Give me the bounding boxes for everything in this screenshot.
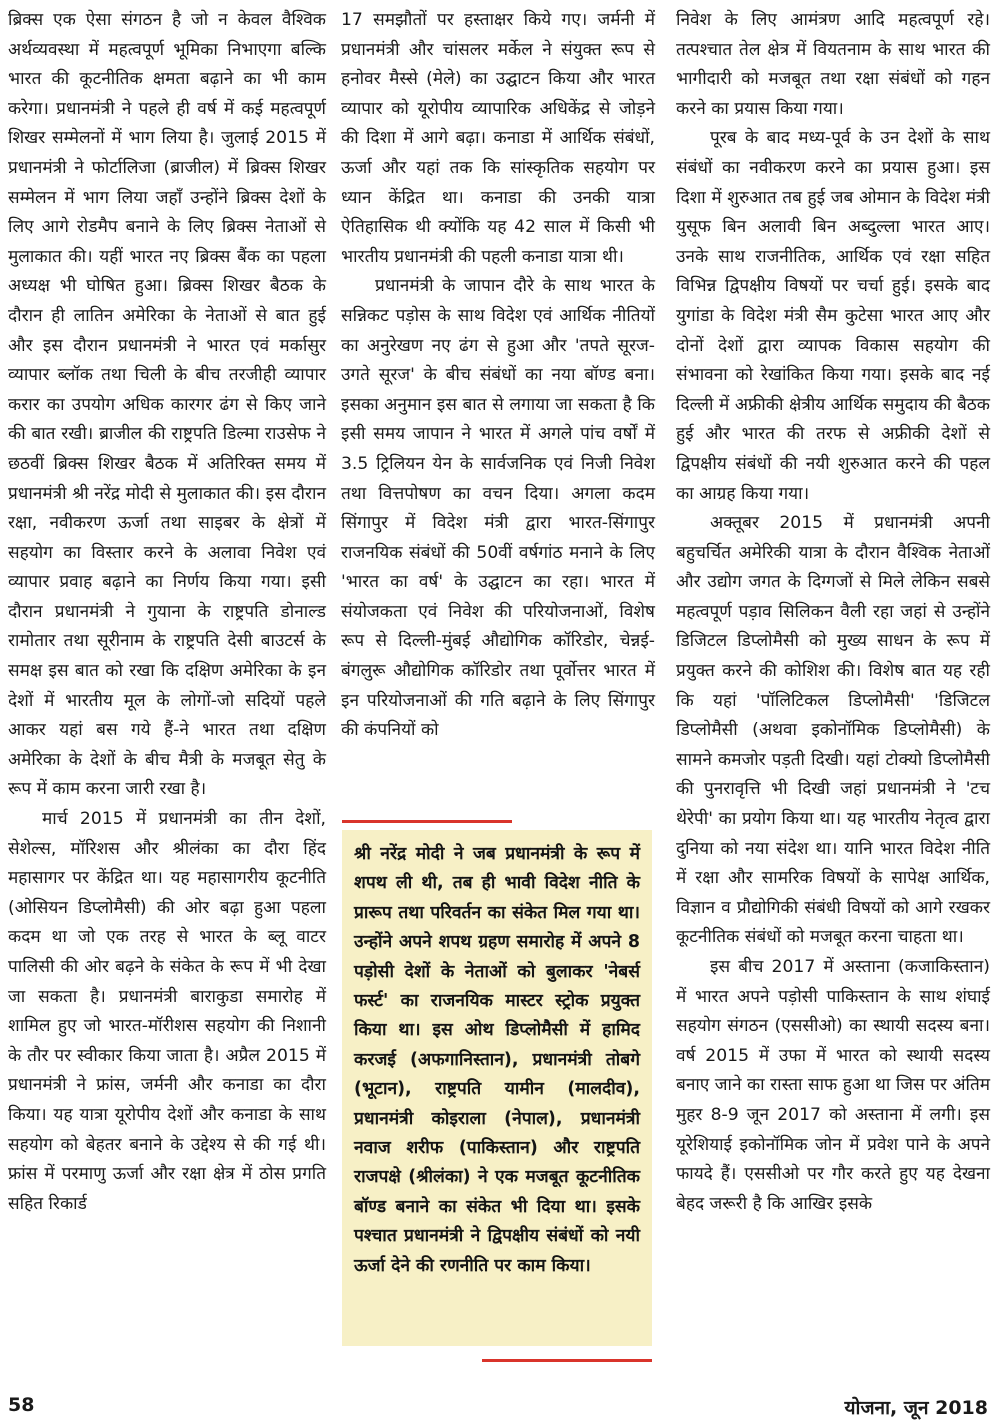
- accent-rule-bottom: [482, 1359, 652, 1362]
- column-1: [8, 6, 326, 1219]
- paragraph: इस बीच 2017 में अस्ताना (कजाकिस्तान) में भारत अपने पड़ोसी पाकिस्तान के साथ शंघाई सहयोग संगठन (एससीओ) का स्थायी सदस्य बना। वर्ष 2015 में उफा में भारत को स्थायी सदस्य बनाए जाने का रास्ता साफ हुआ था जिस पर अंतिम मुहर 8-9 जून 2017 को अस्ताना में लगी। इस यूरेशियाई इकोनॉमिक जोन में प्रवेश पाने के अपने फायदे हैं। एससीओ पर गौर करते हुए यह देखना बेहद जरूरी है कि आखिर इसके: [676, 957, 991, 1214]
- paragraph: 17 समझौतों पर हस्ताक्षर किये गए। जर्मनी में प्रधानमंत्री और चांसलर मर्केल ने संयुक्त रूप से हनोवर मैस्से (मेले) का उद्घाटन किया और भारत व्यापार को यूरोपीय व्यापारिक अधिकेंद्र से जोड़ने की दिशा में आगे बढ़ा। कनाडा में आर्थिक संबंधों, ऊर्जा और यहां तक कि सांस्कृतिक सहयोग पर ध्यान केंद्रित था। कनाडा की उनकी यात्रा ऐतिहासिक थी क्योंकि यह 42 साल में किसी भी भारतीय प्रधानमंत्री की पहली कनाडा यात्रा थी।: [341, 10, 655, 267]
- column-2: [341, 6, 655, 746]
- pull-quote-box: [342, 830, 652, 1346]
- magazine-issue: योजना, जून 2018: [844, 1397, 988, 1419]
- accent-rule-top: [342, 820, 512, 823]
- column-3: [676, 6, 990, 1219]
- page-number: 58: [8, 1394, 35, 1416]
- paragraph: पूरब के बाद मध्य-पूर्व के उन देशों के साथ संबंधों का नवीकरण करने का प्रयास हुआ। इस दिशा में शुरुआत तब हुई जब ओमान के विदेश मंत्री युसूफ बिन अलावी बिन अब्दुल्ला भारत आए। उनके साथ राजनीतिक, आर्थिक एवं रक्षा सहित विभिन्न द्विपक्षीय विषयों पर चर्चा हुई। इसके बाद युगांडा के विदेश मंत्री सैम कुटेसा भारत आए और दोनों देशों द्वारा व्यापक विकास सहयोग की संभावना को रेखांकित किया गया। इसके बाद नई दिल्ली में अफ्रीकी क्षेत्रीय आर्थिक समुदाय की बैठक हुई और भारत की तरफ से अफ्रीकी देशों से द्विपक्षीय संबंधों की नयी शुरुआत करने की पहल का आग्रह किया गया।: [676, 128, 990, 504]
- pull-quote-text: श्री नरेंद्र मोदी ने जब प्रधानमंत्री के रूप में शपथ ली थी, तब ही भावी विदेश नीति के प्रारूप तथा परिवर्तन का संकेत मिल गया था। उन्होंने अपने शपथ ग्रहण समारोह में अपने 8 पड़ोसी देशों के नेताओं को बुलाकर 'नेबर्स फर्स्ट' का राजनयिक मास्टर स्ट्रोक प्रयुक्त किया था। इस ओथ डिप्लोमैसी में हामिद करजई (अफगानिस्तान), प्रधानमंत्री तोबगे (भूटान), राष्ट्रपति यामीन (मालदीव), प्रधानमंत्री कोइराला (नेपाल), प्रधानमंत्री नवाज शरीफ (पाकिस्तान) और राष्ट्रपति राजपक्षे (श्रीलंका) ने एक मजबूत कूटनीतिक बॉण्ड बनाने का संकेत भी दिया था। इसके पश्चात प्रधानमंत्री ने द्विपक्षीय संबंधों को नयी ऊर्जा देने की रणनीति पर काम किया।: [354, 844, 640, 1276]
- paragraph: निवेश के लिए आमंत्रण आदि महत्वपूर्ण रहे। तत्पश्चात तेल क्षेत्र में वियतनाम के साथ भारत की भागीदारी को मजबूत तथा रक्षा संबंधों को गहन करने का प्रयास किया गया।: [676, 10, 990, 119]
- paragraph: ब्रिक्स एक ऐसा संगठन है जो न केवल वैश्विक अर्थव्यवस्था में महत्वपूर्ण भूमिका निभाएगा बल्कि भारत की कूटनीतिक क्षमता बढ़ाने का भी काम करेगा। प्रधानमंत्री ने पहले ही वर्ष में कई महत्वपूर्ण शिखर सम्मेलनों में भाग लिया है। जुलाई 2015 में प्रधानमंत्री ने फोर्टालिजा (ब्राजील) में ब्रिक्स शिखर सम्मेलन में भाग लिया जहाँ उन्होंने ब्रिक्स देशों के लिए आगे रोडमैप बनाने के लिए ब्रिक्स नेताओं से मुलाकात की। यहीं भारत नए ब्रिक्स बैंक का पहला अध्यक्ष भी घोषित हुआ। ब्रिक्स शिखर बैठक के दौरान ही लातिन अमेरिका के नेताओं से बात हुई और इस दौरान प्रधानमंत्री ने भारत एवं मर्कासुर व्यापार ब्लॉक तथा चिली के बीच तरजीही व्यापार करार का उपयोग अधिक कारगर ढंग से किए जाने की बात रखी। ब्राजील की राष्ट्रपति डिल्मा राउसेफ ने छठवीं ब्रिक्स शिखर बैठक में अतिरिक्त समय में प्रधानमंत्री श्री नरेंद्र मोदी से मुलाकात की। इस दौरान रक्षा, नवीकरण ऊर्जा तथा साइबर के क्षेत्रों में सहयोग का विस्तार करने के अलावा निवेश एवं व्यापार प्रवाह बढ़ाने का निर्णय किया गया। इसी दौरान प्रधानमंत्री ने गुयाना के राष्ट्रपति डोनाल्ड रामोतार तथा सूरीनाम के राष्ट्रपति देसी बाउटर्स के समक्ष इस बात को रखा कि दक्षिण अमेरिका के इन देशों में भारतीय मूल के लोगों-जो सदियों पहले आकर यहां बस गये हैं-ने भारत तथा दक्षिण अमेरिका के देशों के बीच मैत्री के मजबूत सेतु के रूप में काम करना जारी रखा है।: [8, 10, 326, 800]
- paragraph: प्रधानमंत्री के जापान दौरे के साथ भारत के सन्निकट पड़ोस के साथ विदेश एवं आर्थिक नीतियों का अनुरेखण नए ढंग से हुआ और 'तपते सूरज-उगते सूरज' के बीच संबंधों का नया बॉण्ड बना। इसका अनुमान इस बात से लगाया जा सकता है कि इसी समय जापान ने भारत में अगले पांच वर्षों में 3.5 ट्रिलियन येन के सार्वजनिक एवं निजी निवेश तथा वित्तपोषण का वचन दिया। अगला कदम सिंगापुर में विदेश मंत्री द्वारा भारत-सिंगापुर राजनयिक संबंधों की 50वीं वर्षगांठ मनाने के लिए 'भारत का वर्ष' के उद्घाटन का रहा। भारत में संयोजकता एवं निवेश की परियोजनाओं, विशेष रूप से दिल्ली-मुंबई औद्योगिक कॉरिडोर, चेन्नई-बंगलुरू औद्योगिक कॉरिडोर तथा पूर्वोत्तर भारत में इन परियोजनाओं की गति बढ़ाने के लिए सिंगापुर की कंपनियों को: [341, 276, 655, 741]
- paragraph: अक्तूबर 2015 में प्रधानमंत्री अपनी बहुचर्चित अमेरिकी यात्रा के दौरान वैश्विक नेताओं और उद्योग जगत के दिग्गजों से मिले लेकिन सबसे महत्वपूर्ण पड़ाव सिलिकन वैली रहा जहां से उन्होंने डिजिटल डिप्लोमैसी को मुख्य साधन के रूप में प्रयुक्त करने की कोशिश की। विशेष बात यह रही कि यहां 'पॉलिटिकल डिप्लोमैसी' 'डिजिटल डिप्लोमैसी (अथवा इकोनॉमिक डिप्लोमैसी) के सामने कमजोर पड़ती दिखी। यहां टोक्यो डिप्लोमैसी की पुनरावृत्ति भी दिखी जहां प्रधानमंत्री ने 'टच थेरेपी' का प्रयोग किया था। यह भारतीय नेतृत्व द्वारा दुनिया को नया संदेश था। यानि भारत विदेश नीति में रक्षा और सामरिक विषयों के सापेक्ष आर्थिक, विज्ञान व प्रौद्योगिकी संबंधी विषयों को आगे रखकर कूटनीतिक संबंधों को मजबूत करना चाहता था।: [676, 513, 990, 948]
- pull-quote: [342, 820, 652, 1364]
- paragraph: मार्च 2015 में प्रधानमंत्री का तीन देशों, सेशेल्स, मॉरिशस और श्रीलंका का दौरा हिंद महासागर पर केंद्रित था। यह महासागरीय कूटनीति (ओसियन डिप्लोमैसी) की ओर बढ़ा हुआ पहला कदम था जो एक तरह से भारत के ब्लू वाटर पालिसी की ओर बढ़ने के संकेत के रूप में भी देखा जा सकता है। प्रधानमंत्री बाराकुडा समारोह में शामिल हुए जो भारत-मॉरीशस सहयोग की निशानी के तौर पर स्वीकार किया जाता है। अप्रैल 2015 में प्रधानमंत्री ने फ्रांस, जर्मनी और कनाडा का दौरा किया। यह यात्रा यूरोपीय देशों और कनाडा के साथ सहयोग को बेहतर बनाने के उद्देश्य से की गई थी। फ्रांस में परमाणु ऊर्जा और रक्षा क्षेत्र में ठोस प्रगति सहित रिकार्ड: [8, 809, 326, 1214]
